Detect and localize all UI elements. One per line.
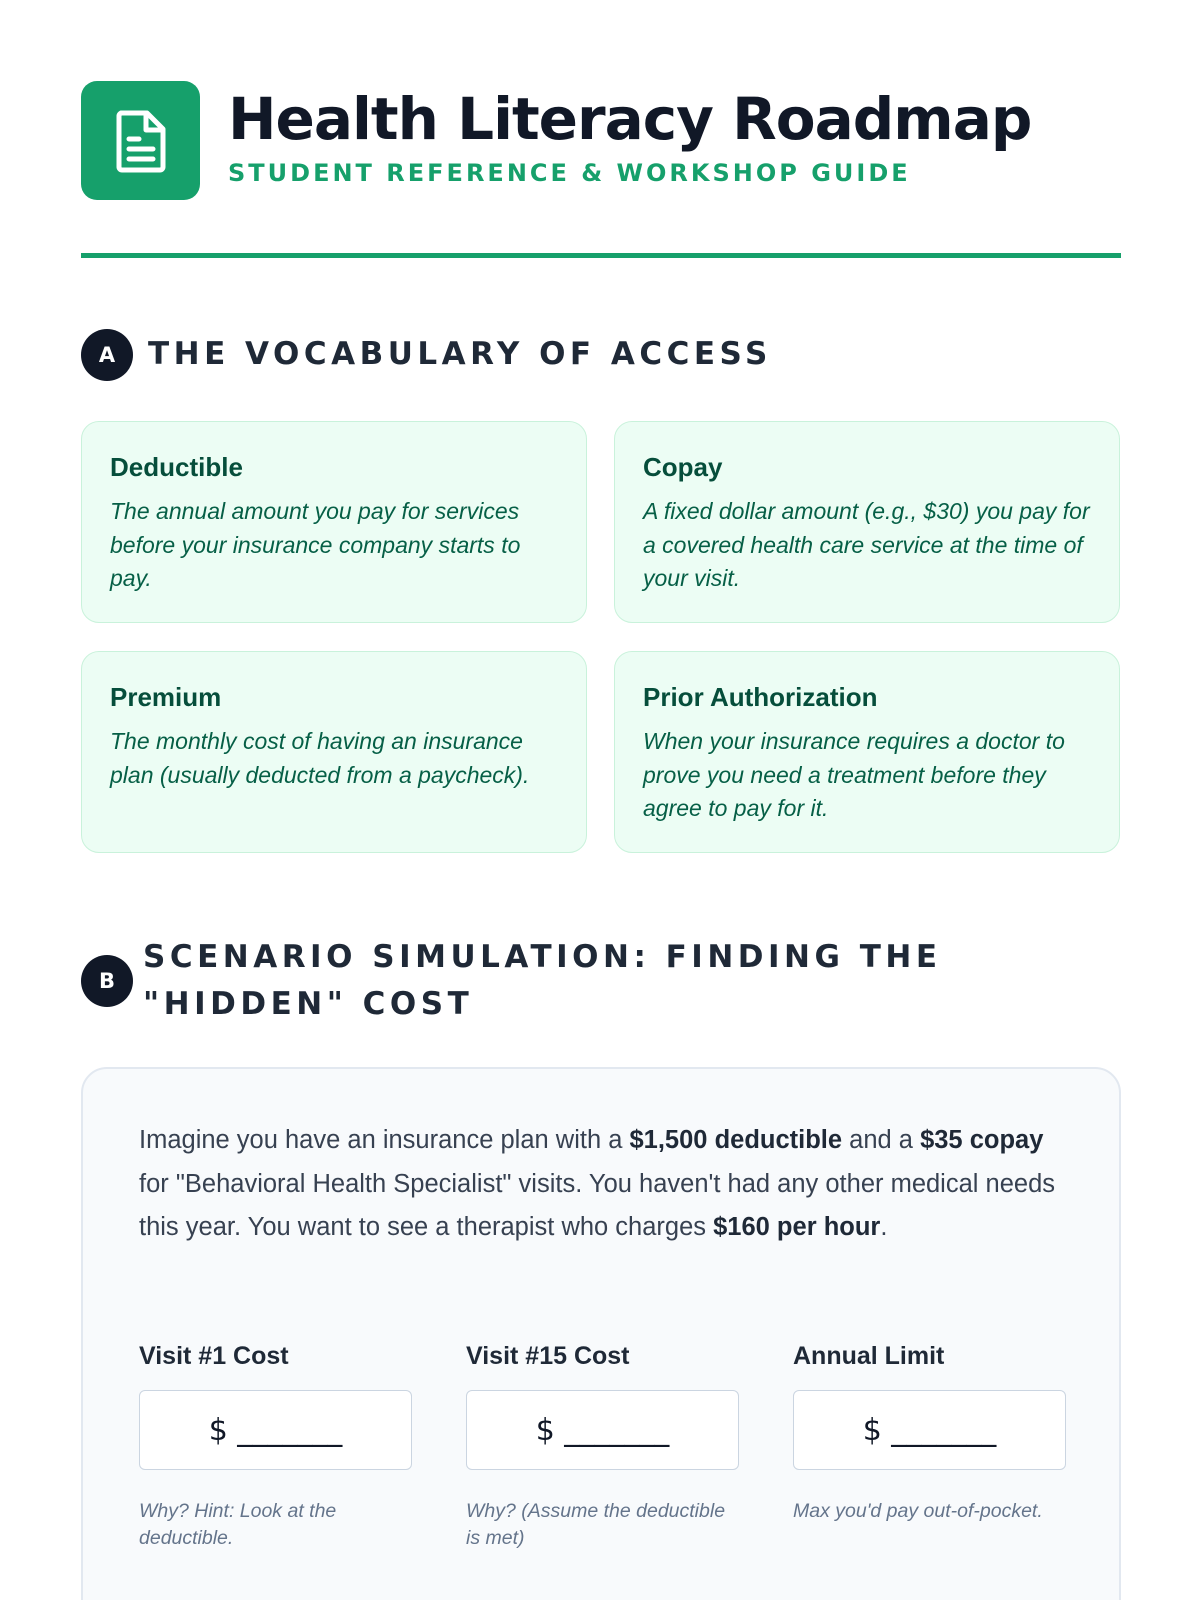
visit-1-cost-field: [139, 1342, 412, 1552]
field-label: Annual Limit: [793, 1342, 945, 1370]
section-b-badge: B: [81, 955, 133, 1007]
vocab-card-deductible: [81, 421, 587, 623]
document-icon: [81, 81, 200, 200]
card-definition: A fixed dollar amount (e.g., $30) you pay for a covered health care service at the time of your visit.: [643, 498, 1090, 591]
card-term: Deductible: [110, 452, 243, 482]
scenario-simulation-box: [81, 1067, 1121, 1600]
section-a-badge: A: [81, 329, 133, 381]
visit-15-cost-field: [466, 1342, 739, 1552]
field-label: Visit #15 Cost: [466, 1342, 630, 1370]
section-a-title: THE VOCABULARY OF ACCESS: [148, 336, 772, 372]
card-term: Copay: [643, 452, 723, 482]
page-title: Health Literacy Roadmap: [228, 85, 1032, 153]
annual-limit-input[interactable]: $ _______: [793, 1390, 1066, 1470]
page-header: [81, 81, 1121, 261]
field-hint: Max you'd pay out-of-pocket.: [793, 1500, 1043, 1522]
card-term: Premium: [110, 682, 222, 712]
field-hint: Why? Hint: Look at the deductible.: [139, 1500, 337, 1549]
vocab-card-premium: [81, 651, 587, 853]
section-b-title: SCENARIO SIMULATION: FINDING THE "HIDDEN" COST: [143, 939, 942, 1022]
card-definition: When your insurance requires a doctor to prove you need a treatment before they agree to pay for it.: [643, 728, 1065, 821]
card-definition: The annual amount you pay for services before your insurance company starts to pay.: [110, 498, 521, 591]
visit-15-cost-input[interactable]: $ _______: [466, 1390, 739, 1470]
field-label: Visit #1 Cost: [139, 1342, 289, 1370]
annual-limit-field: [793, 1342, 1066, 1525]
visit-1-cost-input[interactable]: $ _______: [139, 1390, 412, 1470]
page-subtitle: STUDENT REFERENCE & WORKSHOP GUIDE: [228, 159, 911, 187]
field-hint: Why? (Assume the deductible is met): [466, 1500, 726, 1549]
header-divider: [81, 253, 1121, 258]
vocab-card-prior-authorization: [614, 651, 1120, 853]
card-term: Prior Authorization: [643, 682, 878, 712]
vocab-card-copay: [614, 421, 1120, 623]
card-definition: The monthly cost of having an insurance plan (usually deducted from a paycheck).: [110, 728, 530, 788]
scenario-text: Imagine you have an insurance plan with a $1,500 deductible and a $35 copay for "Behavioral Health Specialist" visits. You haven't had any other medical needs this year. You want to see a therapist who charges $160 per hour.: [139, 1126, 1056, 1241]
